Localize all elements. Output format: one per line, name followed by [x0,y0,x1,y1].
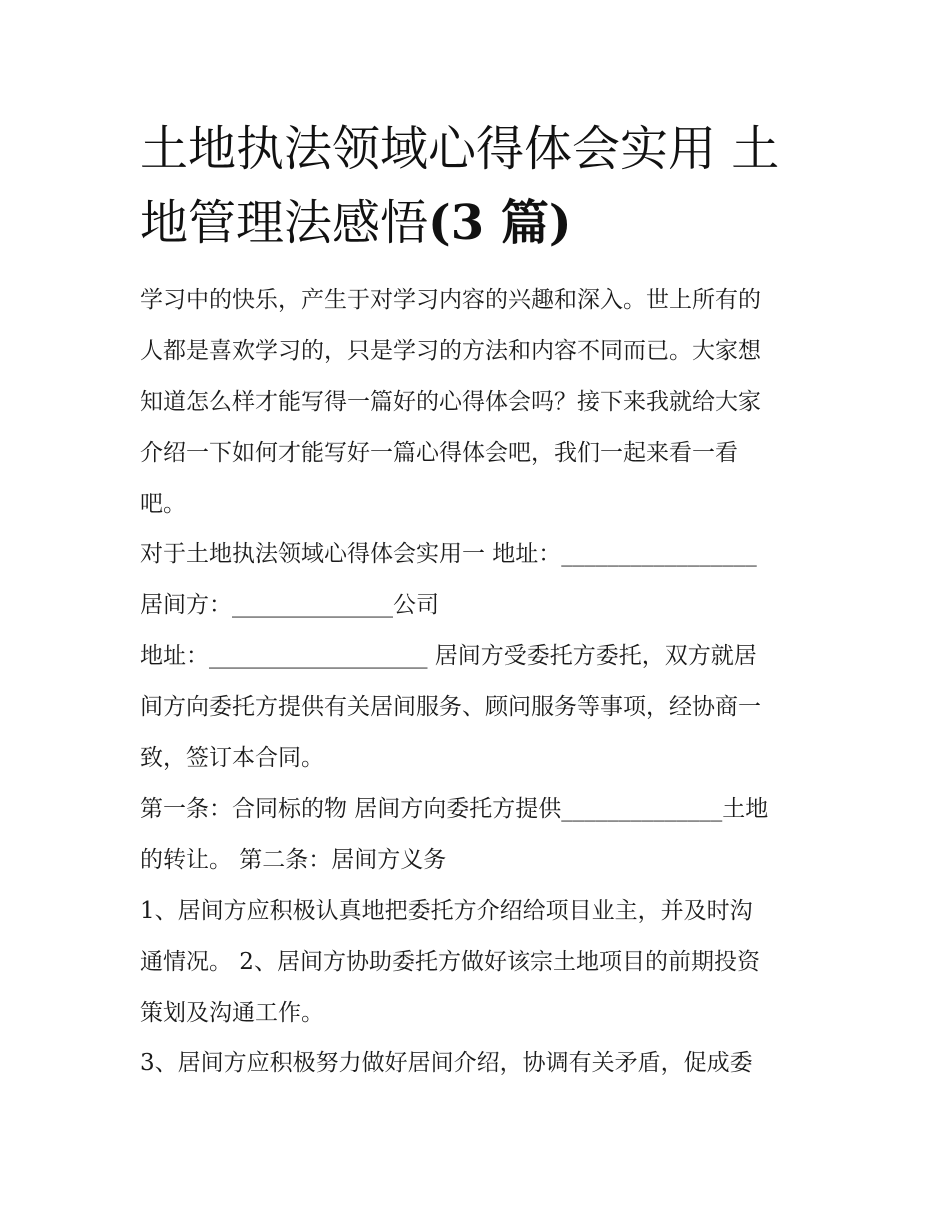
paragraph-line: 对于土地执法领域心得体会实用一 地址：_________________ [140,541,757,567]
contract-parties-paragraph [140,529,830,784]
paragraph-line: 介绍一下如何才能写好一篇心得体会吧，我们一起来看一看 [140,440,738,466]
duties-paragraph [140,886,830,1039]
title-line-text: 地管理法感悟 [140,195,429,251]
title-line [140,186,820,260]
title-count: (3 篇) [428,195,572,251]
article-one-paragraph [140,784,830,886]
paragraph-line: 致，签订本合同。 [140,745,324,771]
document-title [140,112,820,260]
paragraph-line: 知道怎么样才能写得一篇好的心得体会吗？接下来我就给大家 [140,389,761,415]
paragraph-line: 1、居间方应积极认真地把委托方介绍给项目业主，并及时沟 [140,898,753,924]
paragraph-line: 通情况。 2、居间方协助委托方做好该宗土地项目的前期投资 [140,949,760,975]
paragraph-line: 策划及沟通工作。 [140,1000,324,1026]
intro-paragraph [140,275,830,530]
paragraph-line: 吧。 [140,491,186,517]
paragraph-line: 的转让。 第二条：居间方义务 [140,847,447,873]
paragraph-line: 地址：___________________ 居间方受委托方委托，双方就居 [140,643,757,669]
paragraph-line: 学习中的快乐，产生于对学习内容的兴趣和深入。世上所有的 [140,287,761,313]
paragraph-line: 间方向委托方提供有关居间服务、顾问服务等事项，经协商一 [140,694,761,720]
paragraph-line: 居间方：______________公司 [140,592,439,618]
paragraph-line: 人都是喜欢学习的，只是学习的方法和内容不同而已。大家想 [140,338,761,364]
paragraph-line: 3、居间方应积极努力做好居间介绍，协调有关矛盾，促成委 [140,1050,753,1076]
duty-three-paragraph [140,1038,830,1089]
paragraph-line: 第一条：合同标的物 居间方向委托方提供______________土地 [140,796,769,822]
title-line: 土地执法领域心得体会实用 土 [140,121,780,177]
